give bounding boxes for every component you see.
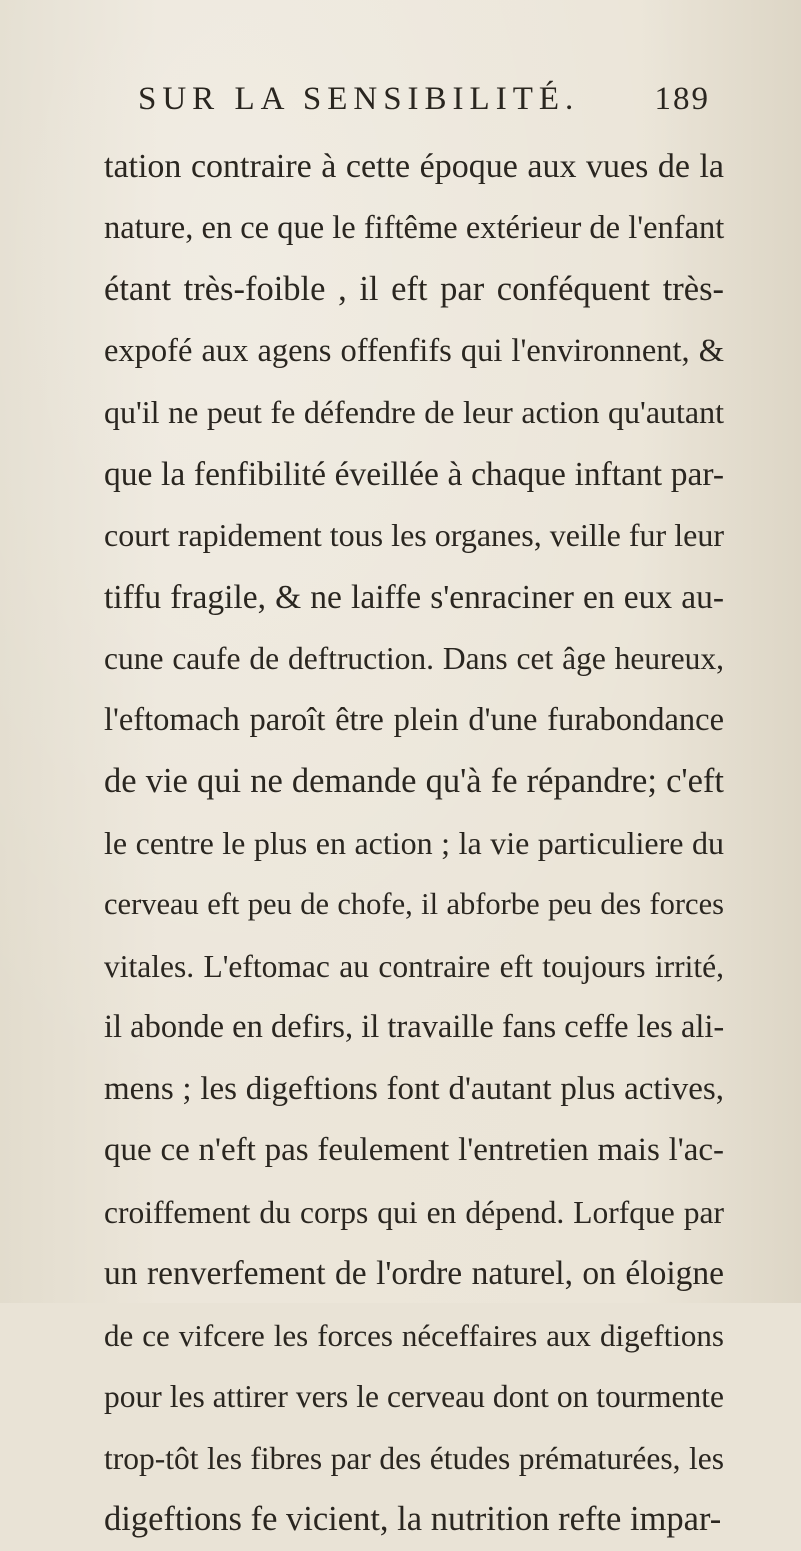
page-header [118,74,710,124]
text-line: de ce vifcere les forces néceffaires aux digeftions [104,1317,724,1353]
text-line: vitales. L'eftomac au contraire eft toujours irrité, [104,948,724,984]
text-line: nature, en ce que le fiftême extérieur de l'enfant [104,209,725,246]
text-line: tiffu fragile, & ne laiffe s'enraciner en eux au- [104,578,724,616]
running-head: SUR LA SENSIBILITÉ. [138,81,580,117]
text-line: que la fenfibilité éveillée à chaque inftant par- [104,455,724,493]
text-line: mens ; les digeftions font d'autant plus actives, [104,1070,724,1107]
text-line: pour les attirer vers le cerveau dont on tourmente [104,1379,724,1414]
text-line: court rapidement tous les organes, veille fur leur [104,517,724,553]
text-line: l'eftomach paroît être plein d'une furabondance [104,701,724,738]
body-text [104,136,724,1551]
text-line: qu'il ne peut fe défendre de leur action qu'autant [104,394,724,430]
text-line: expofé aux agens offenfifs qui l'environnent, & [104,332,724,369]
text-line: étant très-foible , il eft par conféquent très- [104,270,724,308]
text-line: le centre le plus en action ; la vie particuliere du [104,824,724,861]
text-line: trop-tôt les fibres par des études prématurées, les [104,1440,724,1476]
text-line: tation contraire à cette époque aux vues de la [104,148,724,185]
text-line: digeftions fe vicient, la nutrition refte impar- [104,1500,722,1538]
text-line: un renverfement de l'ordre naturel, on éloigne [104,1255,724,1292]
text-line: de vie qui ne demande qu'à fe répandre; c'eft [104,762,724,800]
text-line: cune caufe de deftruction. Dans cet âge heureux, [104,641,724,676]
text-line: croiffement du corps qui en dépend. Lorfque par [104,1194,724,1230]
text-line: cerveau eft peu de chofe, il abforbe peu des forces [104,887,724,921]
page-number: 189 [654,81,710,117]
text-line: que ce n'eft pas feulement l'entretien mais l'ac- [104,1132,724,1168]
text-line: il abonde en defirs, il travaille fans ceffe les ali- [104,1009,725,1045]
